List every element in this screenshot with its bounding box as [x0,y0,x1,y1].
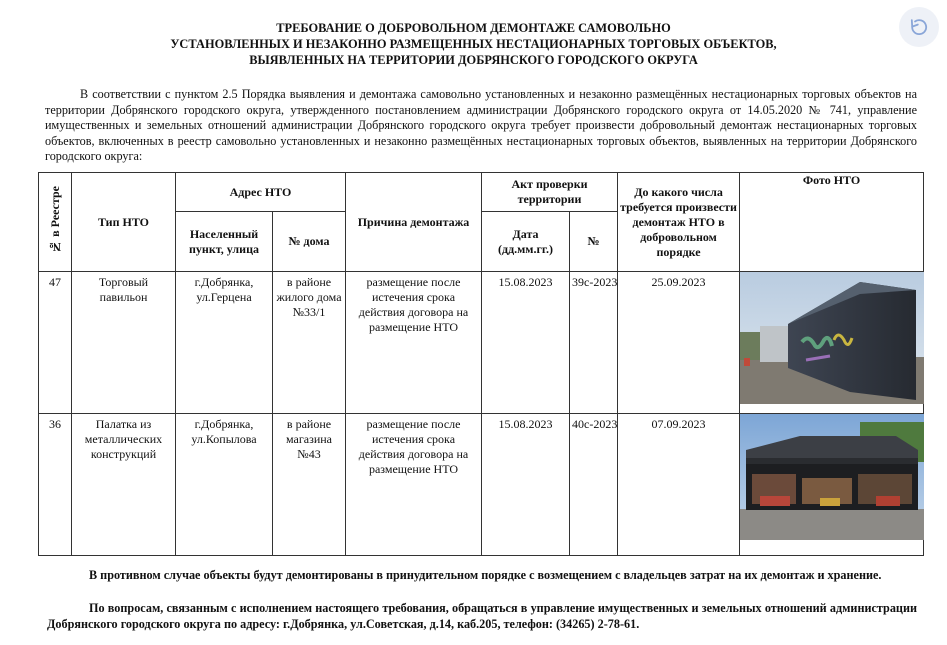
table-row [39,272,924,414]
cell-type: Торговый павильон [72,272,176,414]
header-reason: Причина демонтажа [346,173,482,272]
cell-house: в районе магазина №43 [273,414,346,556]
cell-deadline: 25.09.2023 [618,272,740,414]
tent-photo [740,414,924,540]
header-act-date: Дата (дд.мм.гг.) [482,212,570,272]
pavilion-photo [740,272,924,404]
intro-paragraph: В соответствии с пунктом 2.5 Порядка выявления и демонтажа самовольно установленных и незаконно размещённых нестационарных торговых объектов на территории Добрянского городского округа, утвержденного постановлением администрации Добрянского городского округа от 14.05.2020 № 741, управление имущественных и земельных отношений администрации Добрянского городского округа требует произвести добровольный демонтаж нестационарных торговых объектов, включенных в реестр самовольно установленных и незаконно размещённых нестационарных торговых объектов, выявленных на территории Добрянского городского округа: [45,87,917,164]
cell-num: 36 [39,414,72,556]
footer-contacts: По вопросам, связанным с исполнением настоящего требования, обращаться в управление имущественных и земельных отношений администрации Добрянского городского округа по адресу: г.Добрянка, ул.Советская, д.14, каб.205, телефон: (34265) 2-78-61. [47,601,917,631]
cell-num: 47 [39,272,72,414]
reload-icon [909,17,929,37]
cell-type: Палатка из металлических конструкций [72,414,176,556]
cell-photo [740,272,924,414]
cell-act-date: 15.08.2023 [482,414,570,556]
header-locality: Населенный пункт, улица [176,212,273,272]
header-num-label: № в Реестре [47,186,62,254]
header-act-num: № [570,212,618,272]
header-act: Акт проверки территории [482,173,618,212]
cell-reason: размещение после истечения срока действия договора на размещение НТО [346,414,482,556]
nto-table [38,172,924,556]
header-house: № дома [273,212,346,272]
cell-act-num: 40с-2023 [570,414,618,556]
document-title [0,20,947,68]
cell-reason: размещение после истечения срока действия договора на размещение НТО [346,272,482,414]
title-line: УСТАНОВЛЕННЫХ И НЕЗАКОННО РАЗМЕЩЕННЫХ НЕСТАЦИОНАРНЫХ ТОРГОВЫХ ОБЪЕКТОВ, [170,37,777,51]
cell-locality: г.Добрянка, ул.Копылова [176,414,273,556]
header-type: Тип НТО [72,173,176,272]
cell-photo [740,414,924,556]
footer-warning: В противном случае объекты будут демонтированы в принудительном порядке с возмещением с владельцев затрат на их демонтаж и хранение. [89,568,882,582]
cell-house: в районе жилого дома №33/1 [273,272,346,414]
title-line: ТРЕБОВАНИЕ О ДОБРОВОЛЬНОМ ДЕМОНТАЖЕ САМОВОЛЬНО [276,21,671,35]
cell-act-num: 39с-2023 [570,272,618,414]
cell-locality: г.Добрянка, ул.Герцена [176,272,273,414]
header-address: Адрес НТО [176,173,346,212]
header-num [39,173,72,272]
header-deadline: До какого числа требуется произвести демонтаж НТО в добровольном порядке [618,173,740,272]
reload-button[interactable] [899,7,939,47]
header-photo: Фото НТО [740,173,924,272]
cell-act-date: 15.08.2023 [482,272,570,414]
table-row [39,414,924,556]
title-line: ВЫЯВЛЕННЫХ НА ТЕРРИТОРИИ ДОБРЯНСКОГО ГОРОДСКОГО ОКРУГА [249,53,698,67]
cell-deadline: 07.09.2023 [618,414,740,556]
